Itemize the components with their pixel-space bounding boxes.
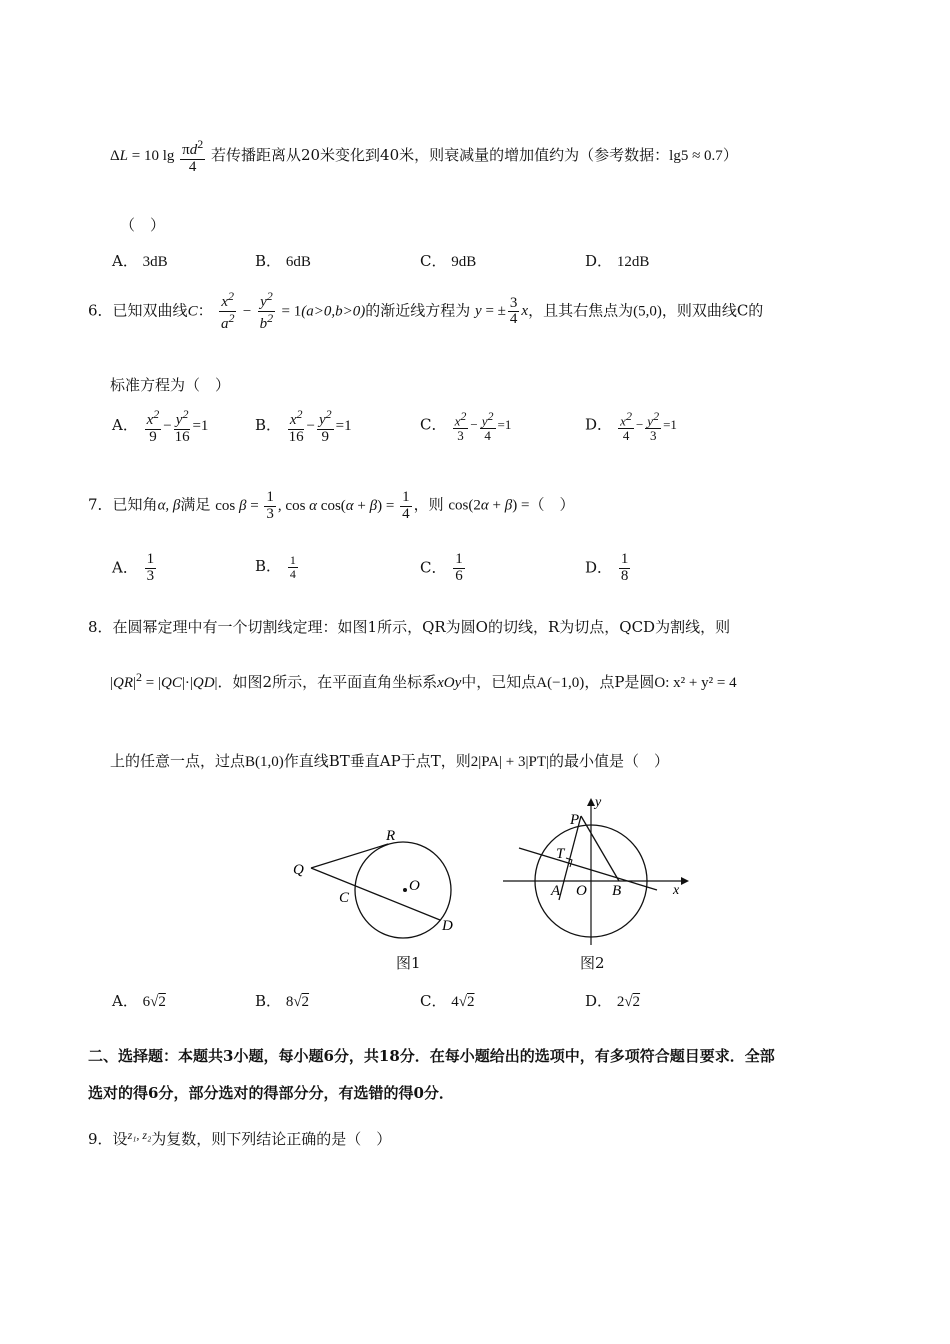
q7-option-c[interactable]: C． $\frac{1}{6}$: [420, 551, 463, 584]
fig1-tangent-qr: [311, 844, 388, 868]
fig2-label-x: x: [673, 883, 680, 898]
q7-option-a[interactable]: A． $\frac{1}{3}$: [112, 551, 155, 584]
figure-1: [285, 820, 460, 980]
q6-option-a[interactable]: A． $\frac{x^2}{9}$ − $\frac{y^2}{16}$ =1: [112, 407, 209, 445]
q5-formula: ΔL = 10 lg $\frac{\pi d^2}{4}$: [110, 137, 204, 175]
q7-option-b[interactable]: B． $\frac{1}{4}$: [255, 553, 296, 581]
figure-2: [495, 790, 695, 950]
fig2-label-t: T: [556, 846, 565, 862]
fig2-label-y: y: [595, 795, 602, 810]
q5-option-a[interactable]: A． 3dB: [112, 252, 168, 270]
q9-line: 9．设$^{z_1, z_2}$为复数，则下列结论正确的是（ ）: [88, 1128, 392, 1148]
q7-line: 7．已知角α, β满足 cos β = $\frac{1}{3}$ , cos α cos(α + β) = $\frac{1}{4}$ ，则 cos(2α + β) =（ ）: [88, 489, 575, 522]
q5-line: ΔL = 10 lg $\frac{\pi d^2}{4}$ 若传播距离从20米变化到40米，则衰减量的增加值约为（参考数据：lg5 ≈ 0.7）: [110, 137, 738, 175]
fig1-center-dot: [403, 888, 407, 892]
q6-option-d[interactable]: D． $\frac{x^2}{4}$ − $\frac{y^2}{3}$ =1: [585, 409, 677, 443]
fig2-label-o: O: [576, 883, 587, 899]
q8-line3: 上的任意一点，过点B(1,0)作直线BT垂直AP于点T，则2|PA| + 3|PT|的最小值是（ ）: [110, 752, 670, 770]
q6-option-b[interactable]: B． $\frac{x^2}{16}$ − $\frac{y^2}{9}$ =1: [255, 407, 352, 445]
q6-line2: 标准方程为（ ）: [110, 376, 231, 394]
fig2-label-p: P: [570, 812, 580, 828]
fig1-caption: 图1: [396, 954, 421, 972]
q8-option-c[interactable]: C． 4√2: [420, 992, 475, 1010]
fig1-label-o: O: [409, 878, 420, 894]
fig2-y-arrow: [587, 798, 595, 806]
fig2-label-b: B: [612, 883, 622, 899]
q5-option-c[interactable]: C． 9dB: [420, 252, 477, 270]
fig2-line-bt: [519, 848, 657, 890]
q6-line1: 6．已知双曲线C： $\frac{x^2}{a^2}$ − $\frac{y^2}{b^2}$ = 1(a>0,b>0)的渐近线方程为 y = ± $\frac{3}{4}$ x，且其右焦点为(5,0)，则双曲线C的: [88, 289, 764, 332]
fig1-label-c: C: [339, 890, 350, 906]
q5-text: 若传播距离从20米变化到40米，则衰减量的增加值约为（参考数据：: [210, 146, 670, 165]
q6-option-c[interactable]: C． $\frac{x^2}{3}$ − $\frac{y^2}{4}$ =1: [420, 409, 512, 443]
q5-option-d[interactable]: D． 12dB: [585, 252, 650, 270]
fig1-secant-qd: [311, 868, 440, 920]
q8-option-b[interactable]: B． 8√2: [255, 992, 310, 1010]
q7-option-d[interactable]: D． $\frac{1}{8}$: [585, 551, 629, 584]
q5-option-b[interactable]: B． 6dB: [255, 252, 311, 270]
fig2-x-arrow: [681, 877, 689, 885]
q8-line1: 8．在圆幂定理中有一个切割线定理：如图1所示，QR为圆O的切线，R为切点，QCD为割线，则: [88, 618, 731, 636]
fig1-label-r: R: [386, 828, 396, 844]
q5-blank: （ ）: [120, 216, 166, 234]
fig1-label-d: D: [442, 918, 453, 934]
q5-ref: lg5 ≈ 0.7: [669, 148, 723, 165]
q8-option-d[interactable]: D． 2√2: [585, 992, 641, 1010]
fig2-label-a: A: [551, 883, 561, 899]
q8-option-a[interactable]: A． 6√2: [112, 992, 166, 1010]
section-2-line1: 二、选择题：本题共3小题，每小题6分，共18分．在每小题给出的选项中，有多项符合题目要求．全部: [88, 1047, 775, 1065]
q8-line2: $|QR|^2 = |QC|\cdot|QD|$．如图2所示，在平面直角坐标系xOy中，已知点A(−1,0)，点P是圆O: x² + y² = 4: [110, 670, 737, 691]
fig2-caption: 图2: [580, 954, 605, 972]
fig1-label-q: Q: [293, 862, 304, 878]
section-2-line2: 选对的得6分，部分选对的得部分分，有选错的得0分．: [88, 1084, 454, 1102]
